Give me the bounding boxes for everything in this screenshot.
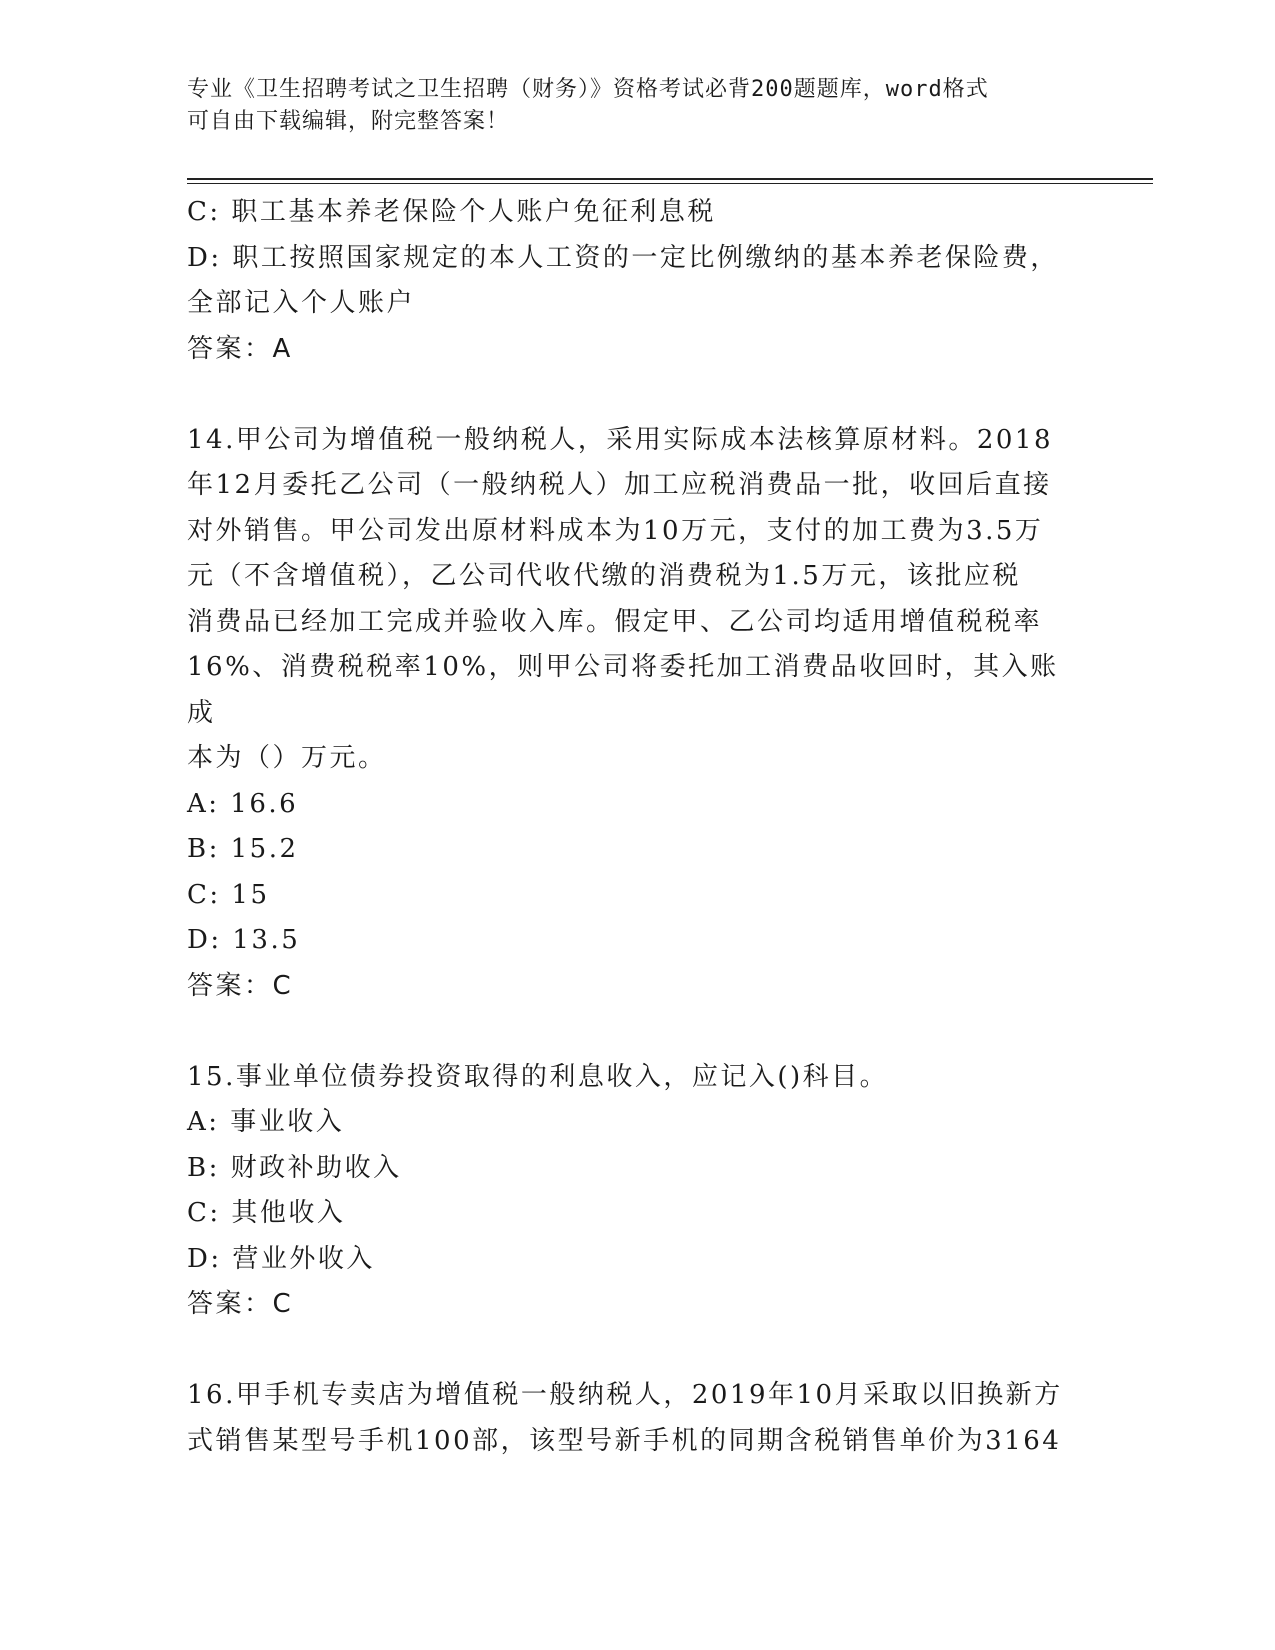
header-rule-thin [187,183,1153,184]
q14-option-c: C: 15 [187,879,270,910]
q14-stem-line-3: 对外销售。甲公司发出原材料成本为10万元，支付的加工费为3.5万 [187,515,1044,546]
q13-option-d-line-2: 全部记入个人账户 [187,288,416,318]
header-rule-thick [187,178,1153,180]
q14-stem-line-1: 14.甲公司为增值税一般纳税人，采用实际成本法核算原材料。2018 [187,424,1054,455]
q13-answer: 答案：A [187,333,293,364]
q16-stem-line-1: 16.甲手机专卖店为增值税一般纳税人，2019年10月采取以旧换新方 [187,1380,1063,1410]
q14-stem-line-4: 元（不含增值税），乙公司代收代缴的消费税为1.5万元，该批应税 [187,561,1021,591]
q15-answer: 答案：C [187,1289,294,1319]
q14-stem-line-5: 消费品已经加工完成并验收入库。假定甲、乙公司均适用增值税税率 [187,606,1043,637]
header-line-2: 可自由下载编辑，附完整答案！ [187,109,510,134]
q14-option-b: B: 15.2 [187,834,299,864]
spacer [187,1328,1067,1374]
spacer [187,1009,1067,1055]
q15-option-d: D: 营业外收入 [187,1243,375,1274]
q14-option-a: A: 16.6 [187,788,299,819]
q15-option-b: B: 财政补助收入 [187,1152,402,1183]
header-line-1: 专业《卫生招聘考试之卫生招聘（财务）》资格考试必背200题题库，word格式 [187,77,989,102]
q15-option-a: A: 事业收入 [187,1107,345,1137]
q14-stem-line-2: 年12月委托乙公司（一般纳税人）加工应税消费品一批，收回后直接 [187,470,1052,500]
q14-stem-line-7: 本为（）万元。 [187,743,387,773]
q13-option-c: C: 职工基本养老保险个人账户免征利息税 [187,197,716,227]
spacer [187,372,1067,418]
q14-answer: 答案：C [187,970,294,1001]
q15-stem: 15.事业单位债券投资取得的利息收入，应记入()科目。 [187,1061,889,1092]
question-content [187,190,1067,1464]
q16-stem-line-2: 式销售某型号手机100部，该型号新手机的同期含税销售单价为3164 [187,1425,1062,1456]
q15-option-c: C: 其他收入 [187,1198,346,1228]
document-header [187,74,1067,138]
q14-stem-line-6: 16%、消费税税率10%，则甲公司将委托加工消费品收回时，其入账成 [187,652,1059,728]
q13-option-d-line-1: D: 职工按照国家规定的本人工资的一定比例缴纳的基本养老保险费， [187,242,1059,273]
q14-option-d: D: 13.5 [187,925,301,955]
